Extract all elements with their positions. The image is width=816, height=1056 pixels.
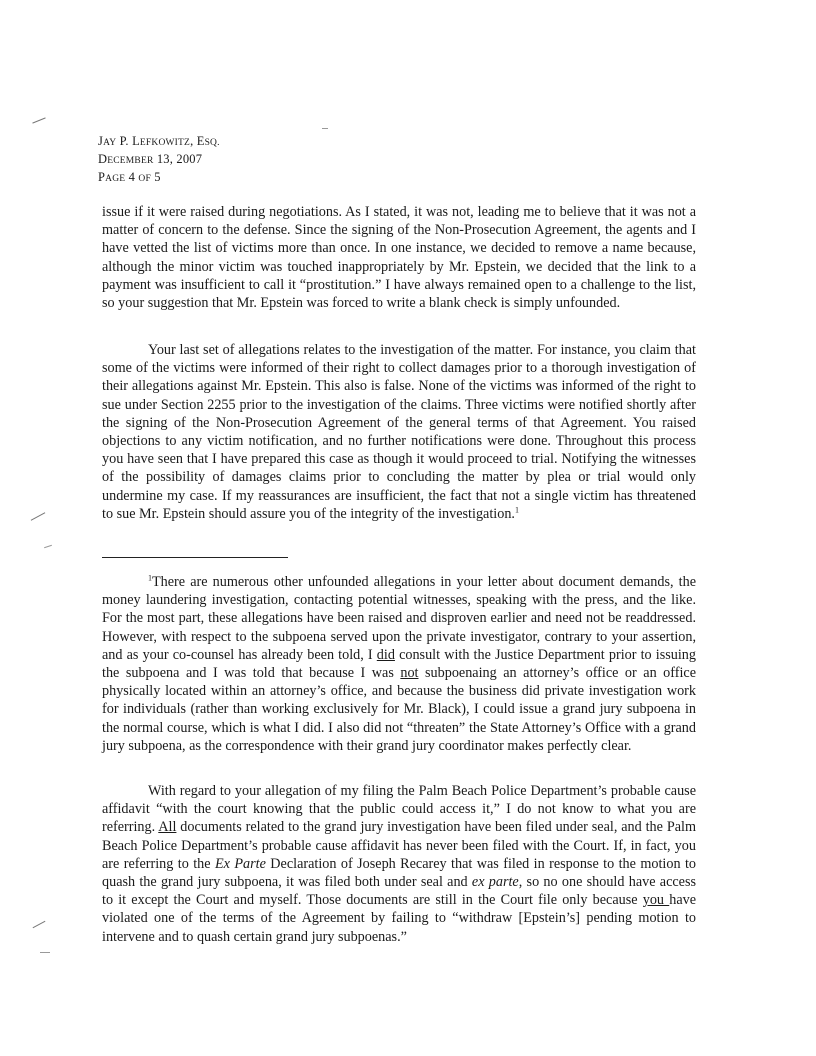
page-number-line: PAGE 4 OF 5 [98, 170, 161, 184]
footnote-divider [102, 557, 288, 558]
paragraph-continued: issue if it were raised during negotiations. As I stated, it was not, leading me to believe that it was not a matter of concern to the defense. Since the signing of the Non-Prosecution Agreement, the agents and I have vetted the list of victims more than once. In one instance, we decided to remove a name because, although the minor victim was touched inappropriately by Mr. Epstein, we decided that the link to a payment was insufficient to call it “prostitution.” I have always remained open to a challenge to the list, so your suggestion that Mr. Epstein was forced to write a blank check is simply unfounded. [102, 204, 696, 312]
letter-header [98, 133, 220, 187]
underlined-all: All [158, 819, 177, 836]
date-line: DECEMBER 13, 2007 [98, 152, 203, 166]
footnote-number: 1 [148, 573, 152, 583]
paragraph-probable-cause: With regard to your allegation of my filing the Palm Beach Police Department’s probable cause affidavit “with the court knowing that the public could access it,” I do not know to what you are referring. All documents related to the grand jury investigation have been filed under seal, and the Palm Beach Police Department’s probable cause affidavit has never been filed with the Court. If, in fact, you are referring to the Ex Parte Declaration of Joseph Recarey that was filed in response to the motion to quash the grand jury subpoena, it was filed both under seal and ex parte, so no one should have access to it except the Court and myself. Those documents are still in the Court file only because you have violated one of the terms of the Agreement by failing to “withdraw [Epstein’s] pending motion to intervene and to quash certain grand jury subpoenas.” [102, 783, 697, 945]
footnote-reference: 1 [514, 505, 519, 515]
scan-artifact-mark [32, 117, 45, 123]
underlined-you: you [642, 892, 670, 909]
scan-artifact-mark [322, 128, 328, 129]
italic-ex-parte: Ex Parte [214, 855, 266, 872]
scan-artifact-mark [33, 921, 46, 928]
footnote: $^1$There are numerous other unfounded allegations in your letter about document demands, the money laundering investigation, contacting potential witnesses, speaking with the press, and the like. For the most part, these allegations have been raised and disproven earlier and need not be readdressed. However, with respect to the subpoena served upon the private investigator, contrary to your assertion, and as your co-counsel has already been told, I did consult with the Justice Department prior to issuing the subpoena and I was told that because I was not subpoenaing an attorney’s office or an office physically located within an attorney’s office, and because the business did private investigation work for individuals (rather than working exclusively for Mr. Black), I could issue a grand jury subpoena in the normal course, which is what I did. I also did not “threaten” the State Attorney’s Office with a grand jury subpoena, as the correspondence with their grand jury coordinator makes perfectly clear. [102, 573, 696, 754]
scan-artifact-mark [44, 545, 52, 548]
paragraph-investigation-text: Your last set of allegations relates to the investigation of the matter. For instance, you claim that some of the victims were informed of their right to collect damages prior to a thorough investigation of their allegations against Mr. Epstein. This also is false. None of the victims was informed of the right to sue under Section 2255 prior to the investigation of the claims. Three victims were notified shortly after the signing of the Non-Prosecution Agreement of the general terms of that Agreement. You raised objections to any victim notification, and no further notifications were done. Throughout this process you have seen that I have prepared this case as though it would proceed to trial. Notifying the witnesses of the possibility of damages claims prior to concluding the matter by plea or trial would only undermine my case. If my reassurances are insufficient, the fact that not a single victim has threatened to sue Mr. Epstein should assure you of the integrity of the investigation. [102, 342, 696, 522]
italic-ex-parte-lower: ex parte [471, 874, 519, 891]
recipient-line: JAY P. LEFKOWITZ, ESQ. [98, 134, 220, 148]
paragraph-investigation [102, 341, 696, 523]
underlined-not: not [400, 665, 419, 682]
scan-artifact-mark [40, 952, 50, 953]
scan-artifact-mark [31, 512, 46, 520]
underlined-did: did [376, 646, 395, 663]
